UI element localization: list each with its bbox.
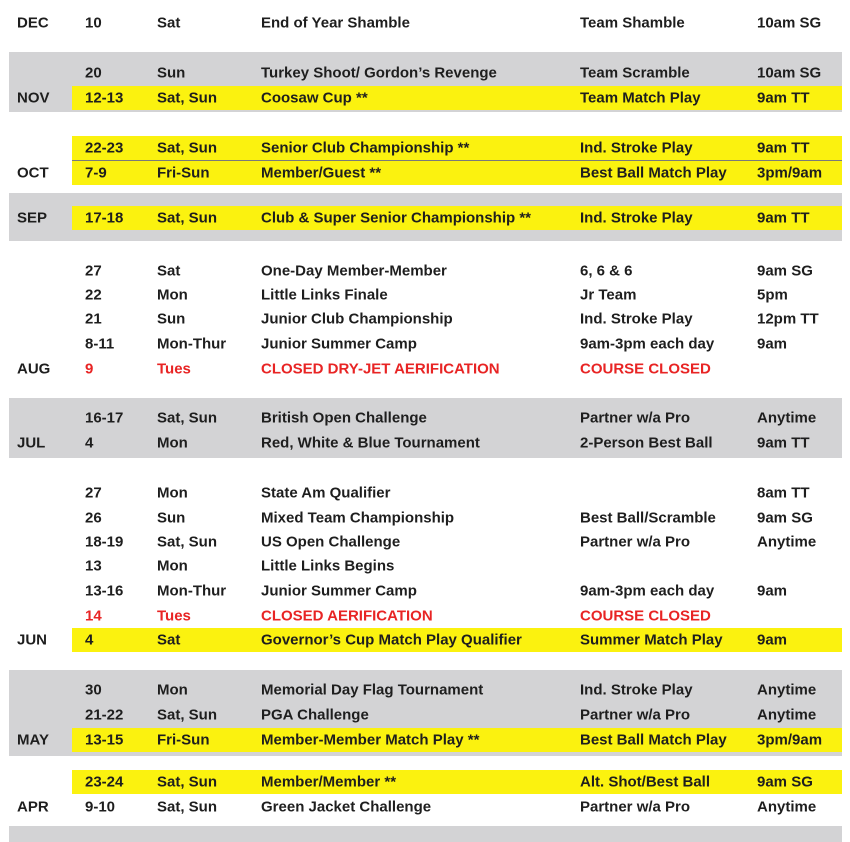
table-row xyxy=(0,530,850,554)
event-date: 21-22 xyxy=(85,706,124,724)
event-format: Best Ball Match Play xyxy=(580,731,727,749)
table-row-highlighted xyxy=(72,161,842,185)
event-date: 17-18 xyxy=(85,209,124,227)
event-date: 16-17 xyxy=(85,409,124,427)
table-row xyxy=(0,579,850,603)
event-name: Green Jacket Challenge xyxy=(261,798,432,816)
event-format: COURSE CLOSED xyxy=(580,360,711,378)
table-row xyxy=(0,506,850,530)
month-band-bottom xyxy=(9,826,842,842)
table-row-highlighted xyxy=(72,628,842,652)
event-name: British Open Challenge xyxy=(261,409,427,427)
event-time: 10am SG xyxy=(757,14,822,32)
event-name: Little Links Begins xyxy=(261,557,395,575)
event-time: Anytime xyxy=(757,706,817,724)
event-day: Fri-Sun xyxy=(157,731,210,749)
event-day: Sat, Sun xyxy=(157,773,218,791)
event-date: 21 xyxy=(85,310,102,328)
table-row xyxy=(0,11,850,35)
event-format: Ind. Stroke Play xyxy=(580,310,693,328)
event-time: 9am TT xyxy=(757,89,810,107)
table-row xyxy=(0,431,850,455)
event-date: 30 xyxy=(85,681,102,699)
event-time: 10am SG xyxy=(757,64,822,82)
event-time: 9am TT xyxy=(757,209,810,227)
event-date: 13-15 xyxy=(85,731,124,749)
event-day: Fri-Sun xyxy=(157,164,210,182)
event-date: 9-10 xyxy=(85,798,116,816)
table-row xyxy=(0,86,72,110)
event-date: 13 xyxy=(85,557,102,575)
table-row-highlighted xyxy=(72,728,842,752)
event-time: Anytime xyxy=(757,681,817,699)
event-day: Mon xyxy=(157,286,188,304)
event-day: Mon xyxy=(157,434,188,452)
event-day: Mon-Thur xyxy=(157,582,227,600)
table-row xyxy=(0,307,850,331)
event-name: Member/Guest ** xyxy=(261,164,382,182)
event-date: 4 xyxy=(85,631,94,649)
event-date: 20 xyxy=(85,64,102,82)
event-format: Partner w/a Pro xyxy=(580,409,691,427)
event-name: One-Day Member-Member xyxy=(261,262,447,280)
event-time: Anytime xyxy=(757,533,817,551)
table-row xyxy=(0,728,72,752)
event-name: Memorial Day Flag Tournament xyxy=(261,681,484,699)
event-format: Ind. Stroke Play xyxy=(580,139,693,157)
event-time: 12pm TT xyxy=(757,310,819,328)
table-row-highlighted xyxy=(72,206,842,230)
event-date: 13-16 xyxy=(85,582,124,600)
table-row xyxy=(0,283,850,307)
event-day: Sat, Sun xyxy=(157,706,218,724)
table-row xyxy=(0,406,850,430)
month-label: AUG xyxy=(17,360,51,378)
event-date: 7-9 xyxy=(85,164,107,182)
table-row xyxy=(0,795,850,819)
event-time: 3pm/9am xyxy=(757,731,823,749)
event-format: Partner w/a Pro xyxy=(580,706,691,724)
month-label: DEC xyxy=(17,14,49,32)
event-name: Mixed Team Championship xyxy=(261,509,455,527)
event-date: 22 xyxy=(85,286,102,304)
event-day: Sat, Sun xyxy=(157,798,218,816)
table-row-highlighted xyxy=(72,770,842,794)
table-row xyxy=(0,61,850,85)
event-date: 18-19 xyxy=(85,533,124,551)
table-row-closed xyxy=(0,357,850,381)
event-date: 27 xyxy=(85,262,102,280)
table-row-closed xyxy=(0,604,850,628)
event-day: Sat xyxy=(157,14,181,32)
event-date: 8-11 xyxy=(85,335,115,353)
event-date: 12-13 xyxy=(85,89,124,107)
event-format: 6, 6 & 6 xyxy=(580,262,633,280)
table-row-highlighted xyxy=(72,136,842,160)
event-format: Summer Match Play xyxy=(580,631,723,649)
event-time: 5pm xyxy=(757,286,788,304)
event-format: Partner w/a Pro xyxy=(580,533,691,551)
event-day: Sat xyxy=(157,262,181,280)
event-format: Ind. Stroke Play xyxy=(580,209,693,227)
event-format: Jr Team xyxy=(580,286,637,304)
event-time: 8am TT xyxy=(757,484,810,502)
table-row-highlighted xyxy=(72,86,842,110)
event-date: 9 xyxy=(85,360,94,378)
event-date: 27 xyxy=(85,484,102,502)
event-date: 26 xyxy=(85,509,102,527)
event-day: Mon xyxy=(157,557,188,575)
event-format: Team Scramble xyxy=(580,64,690,82)
month-label: OCT xyxy=(17,164,49,182)
event-name: Member-Member Match Play ** xyxy=(261,731,480,749)
event-name: Governor’s Cup Match Play Qualifier xyxy=(261,631,522,649)
event-format: 9am-3pm each day xyxy=(580,582,715,600)
event-format: Team Shamble xyxy=(580,14,685,32)
event-day: Tues xyxy=(157,360,191,378)
month-label: MAY xyxy=(17,731,49,749)
event-format: Best Ball/Scramble xyxy=(580,509,716,527)
event-name: PGA Challenge xyxy=(261,706,369,724)
event-name: Red, White & Blue Tournament xyxy=(261,434,480,452)
table-row xyxy=(0,332,850,356)
month-label: APR xyxy=(17,798,49,816)
event-time: 3pm/9am xyxy=(757,164,823,182)
event-time: 9am SG xyxy=(757,773,813,791)
event-day: Sat, Sun xyxy=(157,89,218,107)
event-time: 9am xyxy=(757,582,788,600)
event-day: Sat, Sun xyxy=(157,409,218,427)
event-time: 9am TT xyxy=(757,434,810,452)
event-name: Coosaw Cup ** xyxy=(261,89,368,107)
event-date: 10 xyxy=(85,14,102,32)
event-format: 9am-3pm each day xyxy=(580,335,715,353)
table-row xyxy=(0,628,72,652)
table-row xyxy=(0,259,850,283)
event-name: Senior Club Championship ** xyxy=(261,139,470,157)
event-format: Team Match Play xyxy=(580,89,701,107)
event-format: COURSE CLOSED xyxy=(580,607,711,625)
event-time: 9am TT xyxy=(757,139,810,157)
table-row xyxy=(0,703,850,727)
event-time: 9am xyxy=(757,631,788,649)
event-day: Tues xyxy=(157,607,191,625)
table-row xyxy=(0,481,850,505)
event-time: 9am xyxy=(757,335,788,353)
event-day: Sun xyxy=(157,310,186,328)
table-row xyxy=(0,206,72,230)
event-format: Partner w/a Pro xyxy=(580,798,691,816)
event-day: Sun xyxy=(157,509,186,527)
event-day: Sat, Sun xyxy=(157,209,218,227)
event-name: Club & Super Senior Championship ** xyxy=(261,209,532,227)
month-label: JUL xyxy=(17,434,46,452)
event-name: State Am Qualifier xyxy=(261,484,391,502)
event-day: Mon-Thur xyxy=(157,335,227,353)
event-name: End of Year Shamble xyxy=(261,14,410,32)
event-format: Best Ball Match Play xyxy=(580,164,727,182)
event-day: Mon xyxy=(157,681,188,699)
month-label: SEP xyxy=(17,209,48,227)
month-label: JUN xyxy=(17,631,48,649)
event-name: Junior Summer Camp xyxy=(261,582,417,600)
event-time: 9am SG xyxy=(757,509,813,527)
table-row xyxy=(0,554,850,578)
table-row xyxy=(0,161,72,185)
event-name: Little Links Finale xyxy=(261,286,388,304)
event-time: Anytime xyxy=(757,798,817,816)
event-day: Mon xyxy=(157,484,188,502)
event-day: Sat xyxy=(157,631,181,649)
event-format: Ind. Stroke Play xyxy=(580,681,693,699)
event-day: Sun xyxy=(157,64,186,82)
month-label: NOV xyxy=(17,89,50,107)
event-name: Member/Member ** xyxy=(261,773,397,791)
event-format: Alt. Shot/Best Ball xyxy=(580,773,711,791)
event-time: 9am SG xyxy=(757,262,813,280)
event-name: Turkey Shoot/ Gordon’s Revenge xyxy=(261,64,497,82)
event-day: Sat, Sun xyxy=(157,139,218,157)
event-date: 23-24 xyxy=(85,773,124,791)
event-date: 14 xyxy=(85,607,102,625)
table-row xyxy=(0,678,850,702)
event-name: Junior Club Championship xyxy=(261,310,453,328)
event-format: 2-Person Best Ball xyxy=(580,434,713,452)
event-day: Sat, Sun xyxy=(157,533,218,551)
event-name: CLOSED DRY-JET AERIFICATION xyxy=(261,360,500,378)
event-name: Junior Summer Camp xyxy=(261,335,417,353)
event-time: Anytime xyxy=(757,409,817,427)
event-date: 4 xyxy=(85,434,94,452)
event-name: CLOSED AERIFICATION xyxy=(261,607,433,625)
event-name: US Open Challenge xyxy=(261,533,401,551)
event-date: 22-23 xyxy=(85,139,124,157)
